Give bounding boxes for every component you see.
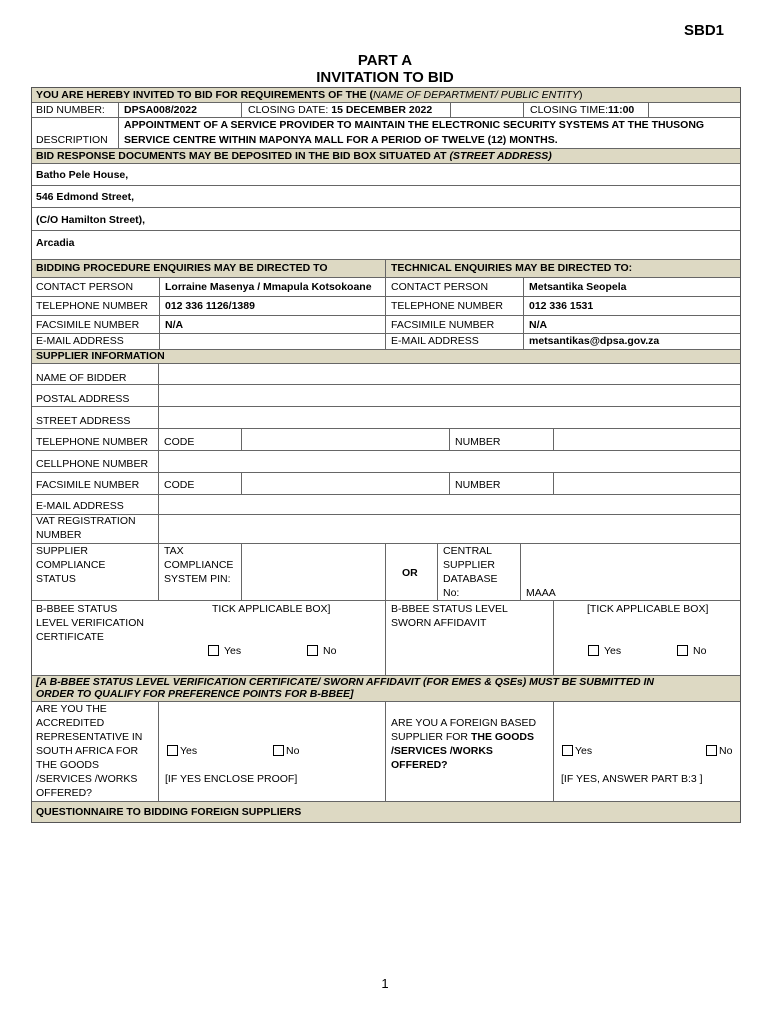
bidding-fax-label: FACSIMILE NUMBER <box>36 319 140 331</box>
bidding-enquiries-header: BIDDING PROCEDURE ENQUIRIES MAY BE DIRECTED TO <box>36 262 328 274</box>
cellphone-label: CELLPHONE NUMBER <box>36 458 149 470</box>
tick-applicable-label-2: [TICK APPLICABLE BOX] <box>587 603 709 615</box>
accredited-label-4: SOUTH AFRICA FOR <box>36 745 139 757</box>
csd-label-2: SUPPLIER <box>443 559 495 571</box>
accredited-label-6: /SERVICES /WORKS <box>36 773 138 785</box>
tax-pin-label-1: TAX <box>164 545 184 557</box>
closing-time: CLOSING TIME:11:00 <box>530 104 635 116</box>
bbbee-cert-label-3: CERTIFICATE <box>36 631 104 643</box>
accredited-yes-checkbox[interactable] <box>167 745 178 756</box>
technical-enquiries-header: TECHNICAL ENQUIRIES MAY BE DIRECTED TO: <box>391 262 633 274</box>
or-label: OR <box>402 567 418 579</box>
bidding-telephone: 012 336 1126/1389 <box>165 300 255 312</box>
description-line-2: SERVICE CENTRE WITHIN MAPONYA MALL FOR A PERIOD OF TWELVE (12) MONTHS. <box>124 134 558 146</box>
page-number: 1 <box>381 976 389 991</box>
supplier-fax-label: FACSIMILE NUMBER <box>36 479 140 491</box>
bbbee-cert-label-1: B-BBEE STATUS <box>36 603 118 615</box>
bbbee-note-line-2: ORDER TO QUALIFY FOR PREFERENCE POINTS FOR B-BBEE] <box>36 688 354 700</box>
supplier-telephone-label: TELEPHONE NUMBER <box>36 436 149 448</box>
bidding-contact-label: CONTACT PERSON <box>36 281 134 293</box>
address-line-1: Batho Pele House, <box>36 169 129 181</box>
technical-fax: N/A <box>529 319 548 331</box>
tax-pin-label-2: COMPLIANCE <box>164 559 234 571</box>
accredited-yes-label: Yes <box>180 745 198 757</box>
bbbee-affidavit-label-1: B-BBEE STATUS LEVEL <box>391 603 508 615</box>
answer-part-note: [IF YES, ANSWER PART B:3 ] <box>561 773 703 785</box>
csd-label-3: DATABASE <box>443 573 498 585</box>
csd-label-1: CENTRAL <box>443 545 493 557</box>
foreign-yes-checkbox[interactable] <box>562 745 573 756</box>
foreign-no-checkbox[interactable] <box>706 745 717 756</box>
compliance-label-2: COMPLIANCE <box>36 559 106 571</box>
foreign-question-3: /SERVICES /WORKS <box>391 745 493 757</box>
bidder-name-label: NAME OF BIDDER <box>36 372 127 384</box>
bbbee-cert-no-label: No <box>323 645 337 657</box>
form-title: INVITATION TO BID <box>316 69 454 86</box>
bbbee-affidavit-no-label: No <box>693 645 707 657</box>
bid-number: DPSA008/2022 <box>124 104 197 116</box>
accredited-no-checkbox[interactable] <box>273 745 284 756</box>
bidding-telephone-label: TELEPHONE NUMBER <box>36 300 149 312</box>
vat-label-line-2: NUMBER <box>36 529 82 541</box>
accredited-label-7: OFFERED? <box>36 787 93 799</box>
foreign-question-4: OFFERED? <box>391 759 448 771</box>
bid-form <box>31 87 741 823</box>
closing-date: CLOSING DATE: 15 DECEMBER 2022 <box>248 104 433 116</box>
address-line-2: 546 Edmond Street, <box>36 191 135 203</box>
address-line-4: Arcadia <box>36 237 75 249</box>
tick-applicable-label-1: TICK APPLICABLE BOX] <box>212 603 331 615</box>
form-code: SBD1 <box>684 22 725 39</box>
foreign-yes-label: Yes <box>575 745 593 757</box>
accredited-label-5: THE GOODS <box>36 759 100 771</box>
fax-code-label: CODE <box>164 479 195 491</box>
vat-label-line-1: VAT REGISTRATION <box>36 515 136 527</box>
invite-header: YOU ARE HEREBY INVITED TO BID FOR REQUIREMENTS OF THE (NAME OF DEPARTMENT/ PUBLIC ENTITY) <box>36 89 583 101</box>
bbbee-affidavit-yes-checkbox[interactable] <box>588 645 599 656</box>
bidding-fax: N/A <box>165 319 184 331</box>
bbbee-affidavit-yes-label: Yes <box>604 645 622 657</box>
bid-number-label: BID NUMBER: <box>36 104 105 116</box>
accredited-label-2: ACCREDITED <box>36 717 105 729</box>
maaa-prefix: MAAA <box>526 587 556 599</box>
bbbee-cert-no-checkbox[interactable] <box>307 645 318 656</box>
foreign-question-1: ARE YOU A FOREIGN BASED <box>391 717 537 729</box>
bbbee-cert-yes-checkbox[interactable] <box>208 645 219 656</box>
technical-telephone: 012 336 1531 <box>529 300 594 312</box>
enclose-proof-note: [IF YES ENCLOSE PROOF] <box>165 773 298 785</box>
telephone-number-label: NUMBER <box>455 436 501 448</box>
part-label: PART A <box>357 52 413 69</box>
csd-label-4: No: <box>443 587 460 599</box>
supplier-info-header: SUPPLIER INFORMATION <box>36 350 165 362</box>
technical-contact: Metsantika Seopela <box>529 281 627 293</box>
technical-contact-label: CONTACT PERSON <box>391 281 489 293</box>
accredited-label-3: REPRESENTATIVE IN <box>36 731 143 743</box>
street-address-label: STREET ADDRESS <box>36 415 131 427</box>
accredited-label-1: ARE YOU THE <box>36 703 107 715</box>
bidding-email-label: E-MAIL ADDRESS <box>36 335 124 347</box>
tax-pin-label-3: SYSTEM PIN: <box>164 573 231 585</box>
technical-email-label: E-MAIL ADDRESS <box>391 335 479 347</box>
technical-telephone-label: TELEPHONE NUMBER <box>391 300 504 312</box>
bbbee-cert-yes-label: Yes <box>224 645 242 657</box>
foreign-no-label: No <box>719 745 733 757</box>
fax-number-label: NUMBER <box>455 479 501 491</box>
description-line-1: APPOINTMENT OF A SERVICE PROVIDER TO MAINTAIN THE ELECTRONIC SECURITY SYSTEMS AT THE THUSONG <box>124 119 705 131</box>
description-label: DESCRIPTION <box>36 134 108 146</box>
bbbee-note-line-1: [A B-BBEE STATUS LEVEL VERIFICATION CERTIFICATE/ SWORN AFFIDAVIT (FOR EMES & QSEs) MUST BE SUBMITTED IN <box>36 676 654 688</box>
bbbee-affidavit-label-2: SWORN AFFIDAVIT <box>391 617 487 629</box>
address-line-3: (C/O Hamilton Street), <box>36 214 146 226</box>
postal-address-label: POSTAL ADDRESS <box>36 393 130 405</box>
bbbee-affidavit-no-checkbox[interactable] <box>677 645 688 656</box>
compliance-label-1: SUPPLIER <box>36 545 88 557</box>
supplier-email-label: E-MAIL ADDRESS <box>36 500 124 512</box>
technical-email: metsantikas@dpsa.gov.za <box>529 335 660 347</box>
compliance-label-3: STATUS <box>36 573 76 585</box>
accredited-no-label: No <box>286 745 300 757</box>
questionnaire-header: QUESTIONNAIRE TO BIDDING FOREIGN SUPPLIERS <box>36 806 302 818</box>
bidding-contact: Lorraine Masenya / Mmapula Kotsokoane <box>165 281 372 293</box>
foreign-question-2: SUPPLIER FOR THE GOODS <box>391 731 534 743</box>
bbbee-cert-label-2: LEVEL VERIFICATION <box>36 617 144 629</box>
deposit-header: BID RESPONSE DOCUMENTS MAY BE DEPOSITED IN THE BID BOX SITUATED AT (STREET ADDRESS) <box>36 150 552 162</box>
technical-fax-label: FACSIMILE NUMBER <box>391 319 495 331</box>
telephone-code-label: CODE <box>164 436 195 448</box>
